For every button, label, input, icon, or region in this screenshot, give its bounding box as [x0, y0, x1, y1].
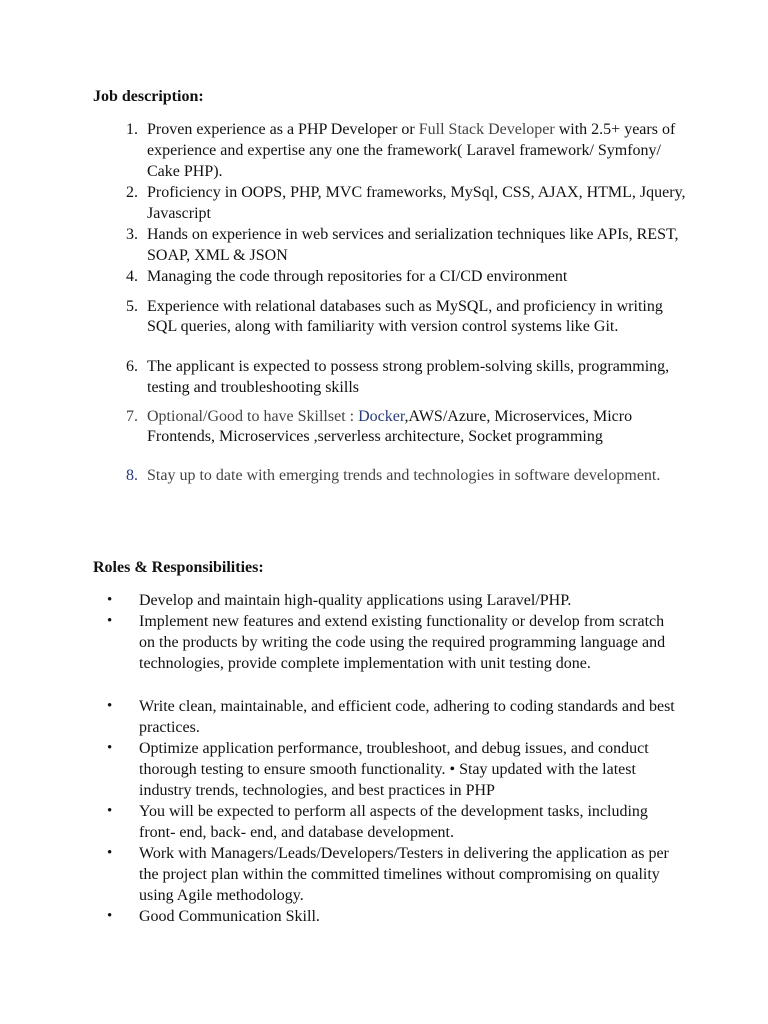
- list-text: Work with Managers/Leads/Developers/Testers in delivering the application as per the project plan within the committed timelines without compromising on quality using Agile methodology.: [139, 845, 669, 904]
- list-text: Managing the code through repositories for a CI/CD environment: [147, 268, 568, 285]
- list-text: Write clean, maintainable, and efficient code, adhering to coding standards and best practices.: [139, 698, 675, 736]
- list-number: 8.: [126, 467, 138, 484]
- job-description-heading: Job description:: [93, 88, 204, 105]
- list-text: Proficiency in OOPS, PHP, MVC frameworks, MySql, CSS, AJAX, HTML, Jquery, Javascript: [147, 184, 686, 222]
- bullet: •: [107, 845, 113, 861]
- bullet: •: [107, 592, 113, 608]
- list-text: Good Communication Skill.: [139, 908, 320, 925]
- list-text: Optional/Good to have Skillset : Docker,AWS/Azure, Microservices, Micro Frontends, Microservices ,serverless architecture, Socket programming: [147, 408, 633, 445]
- bullet: •: [107, 803, 113, 819]
- list-number: 4.: [126, 268, 138, 285]
- bullet: •: [107, 613, 113, 629]
- list-number: 7.: [126, 408, 138, 425]
- list-text: Stay up to date with emerging trends and technologies in software development.: [147, 467, 661, 484]
- list-text: Experience with relational databases such as MySQL, and proficiency in writing SQL queries, along with familiarity with version control systems like Git.: [147, 298, 663, 335]
- list-text: Implement new features and extend existing functionality or develop from scratch on the products by writing the code using the required programming language and technologies, provide complete implementation with unit testing done.: [139, 613, 666, 672]
- bullet: •: [107, 908, 113, 924]
- list-text: Develop and maintain high-quality applications using Laravel/PHP.: [139, 592, 572, 609]
- roles-heading: Roles & Responsibilities:: [93, 559, 264, 576]
- list-number: 3.: [126, 226, 138, 243]
- list-number: 2.: [126, 184, 138, 201]
- list-text: Proven experience as a PHP Developer or Full Stack Developer with 2.5+ years of experience and expertise any one the framework( Laravel framework/ Symfony/ Cake PHP).: [147, 121, 676, 180]
- bullet: •: [107, 698, 113, 714]
- list-number: 1.: [126, 121, 138, 138]
- list-number: 6.: [126, 358, 138, 375]
- bullet: •: [107, 740, 113, 756]
- list-text: You will be expected to perform all aspects of the development tasks, including front- end, back- end, and database development.: [139, 803, 648, 841]
- list-number: 5.: [126, 298, 138, 315]
- list-text: Optimize application performance, troubleshoot, and debug issues, and conduct thorough testing to ensure smooth functionality. • Stay updated with the latest industry trends, technologies, and best practices in PHP: [139, 740, 649, 799]
- list-text: The applicant is expected to possess strong problem-solving skills, programming, testing and troubleshooting skills: [147, 358, 670, 396]
- list-text: Hands on experience in web services and serialization techniques like APIs, REST, SOAP, XML & JSON: [147, 226, 679, 264]
